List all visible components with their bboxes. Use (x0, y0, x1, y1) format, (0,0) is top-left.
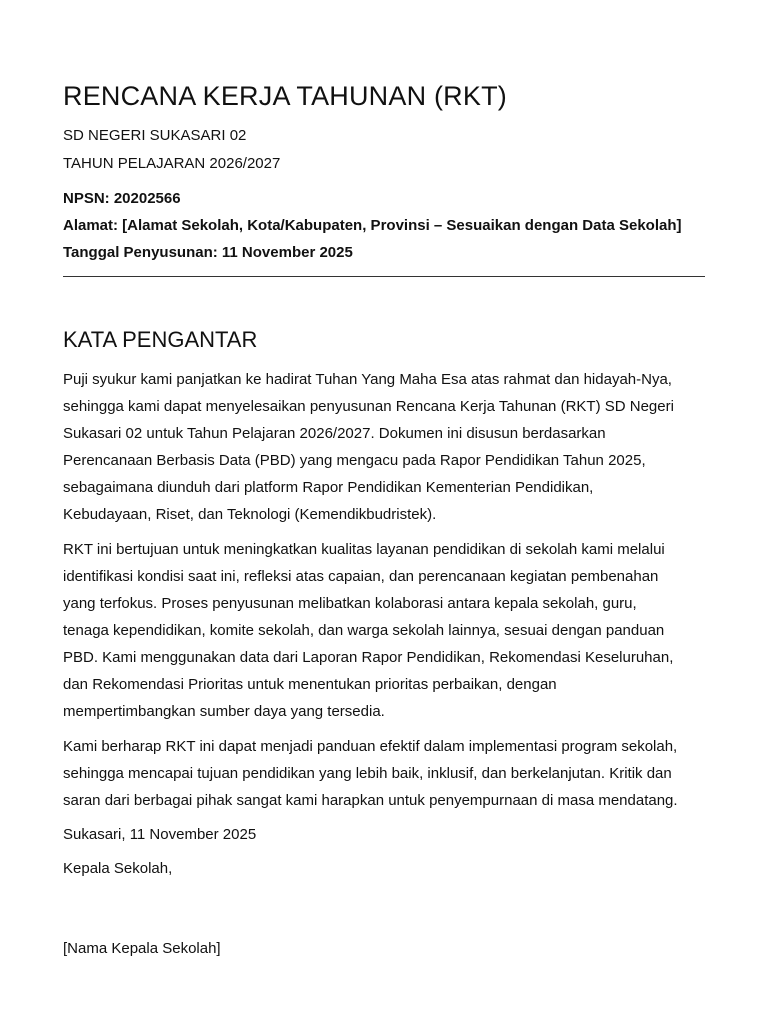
compiled-date-line: Tanggal Penyusunan: 11 November 2025 (63, 244, 353, 261)
paragraph-line: Sukasari 02 untuk Tahun Pelajaran 2026/2027. Dokumen ini disusun berdasarkan (63, 425, 606, 442)
paragraph-line: tenaga kependidikan, komite sekolah, dan warga sekolah lainnya, sesuai dengan panduan (63, 622, 665, 639)
header-divider (63, 276, 705, 277)
paragraph-line: sehingga mencapai tujuan pendidikan yang lebih baik, inklusif, dan berkelanjutan. Kritik dan (63, 765, 672, 782)
paragraph-line: saran dari berbagai pihak sangat kami harapkan untuk penyempurnaan di masa mendatang. (63, 792, 678, 809)
foreword-paragraph-2 (63, 536, 705, 725)
paragraph-line: Puji syukur kami panjatkan ke hadirat Tuhan Yang Maha Esa atas rahmat dan hidayah-Nya, (63, 371, 672, 388)
signatory-role: Kepala Sekolah, (63, 860, 173, 877)
paragraph-line: sebagaimana diunduh dari platform Rapor Pendidikan Kementerian Pendidikan, (63, 479, 594, 496)
paragraph-line: PBD. Kami menggunakan data dari Laporan Rapor Pendidikan, Rekomendasi Keseluruhan, (63, 649, 674, 666)
paragraph-line: Perencanaan Berbasis Data (PBD) yang mengacu pada Rapor Pendidikan Tahun 2025, (63, 452, 646, 469)
foreword-paragraph-3 (63, 733, 705, 814)
school-name: SD NEGERI SUKASARI 02 (63, 127, 247, 144)
address-line: Alamat: [Alamat Sekolah, Kota/Kabupaten, Provinsi – Sesuaikan dengan Data Sekolah] (63, 217, 682, 234)
paragraph-line: identifikasi kondisi saat ini, refleksi atas capaian, dan perencanaan kegiatan pembenahan (63, 568, 659, 585)
academic-year: TAHUN PELAJARAN 2026/2027 (63, 155, 281, 172)
paragraph-line: Kami berharap RKT ini dapat menjadi panduan efektif dalam implementasi program sekolah, (63, 738, 678, 755)
document-title: RENCANA KERJA TAHUNAN (RKT) (63, 81, 507, 111)
paragraph-line: yang terfokus. Proses penyusunan melibatkan kolaborasi antara kepala sekolah, guru, (63, 595, 637, 612)
signatory-name: [Nama Kepala Sekolah] (63, 940, 221, 957)
paragraph-line: sehingga kami dapat menyelesaikan penyusunan Rencana Kerja Tahunan (RKT) SD Negeri (63, 398, 674, 415)
npsn-line: NPSN: 20202566 (63, 190, 181, 207)
foreword-paragraph-1 (63, 366, 705, 528)
paragraph-line: dan Rekomendasi Prioritas untuk menentukan prioritas perbaikan, dengan (63, 676, 557, 693)
place-date: Sukasari, 11 November 2025 (63, 826, 257, 843)
paragraph-line: RKT ini bertujuan untuk meningkatkan kualitas layanan pendidikan di sekolah kami melalui (63, 541, 665, 558)
foreword-title: KATA PENGANTAR (63, 327, 258, 352)
paragraph-line: Kebudayaan, Riset, dan Teknologi (Kemendikbudristek). (63, 506, 437, 523)
paragraph-line: mempertimbangkan sumber daya yang tersedia. (63, 703, 385, 720)
